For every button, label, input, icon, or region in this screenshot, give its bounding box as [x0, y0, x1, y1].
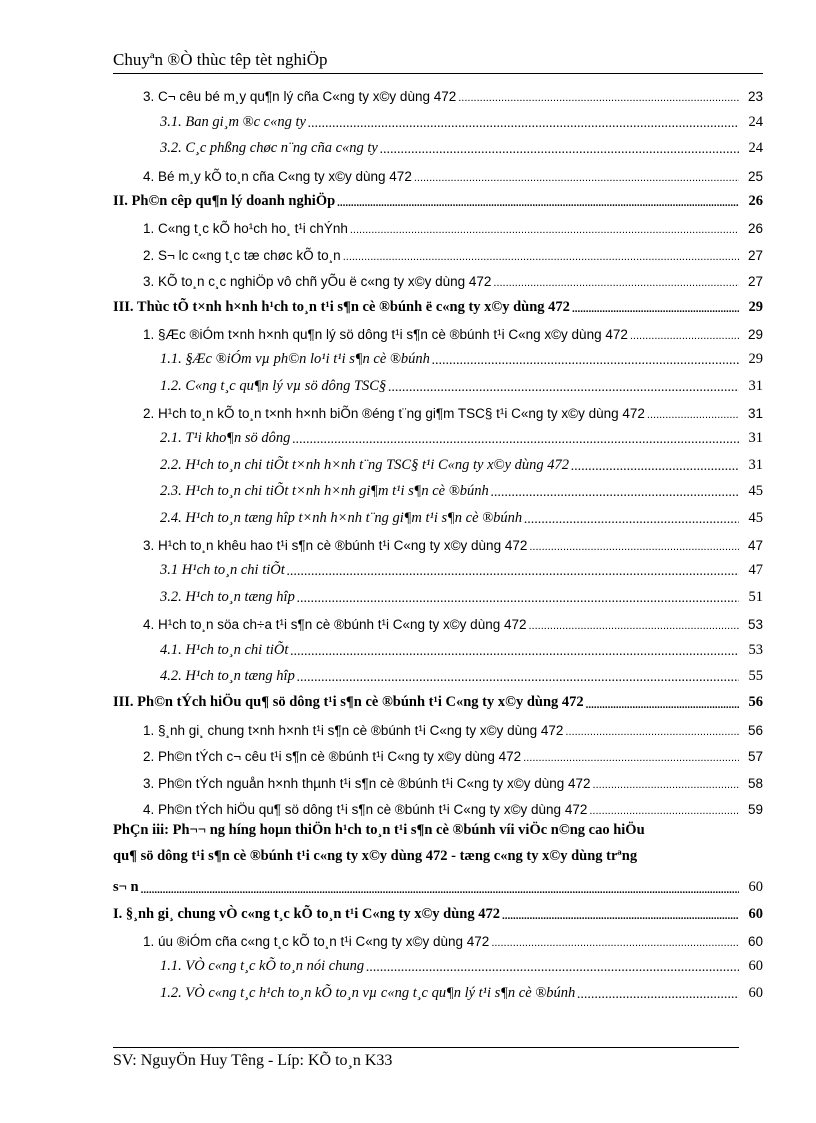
toc-leader-dots	[366, 960, 739, 975]
toc-entry	[113, 791, 763, 817]
toc-entry	[113, 923, 763, 949]
toc-entry-page: 29	[748, 298, 763, 315]
toc-entry-text: s¬ n	[113, 879, 139, 896]
toc-entry-page: 51	[748, 588, 763, 605]
toc-entry-text: 2.3. H¹ch to¸n chi tiÕt t×nh h×nh gi¶m t¹i s¶n cè ®búnh	[160, 483, 489, 500]
toc-entry-page: 31	[748, 430, 763, 447]
toc-leader-dots	[337, 195, 739, 210]
toc-entry	[113, 632, 763, 658]
toc-part3-line3	[113, 870, 763, 896]
toc-entry-text: 3. Ph©n tÝch nguån h×nh thµnh t¹i s¶n cè ®búnh t¹i C«ng ty x©y dùng 472	[143, 775, 591, 791]
toc-leader-dots	[529, 539, 739, 553]
toc-entry-page: 25	[747, 168, 763, 184]
toc-entry-page: 60	[748, 958, 763, 975]
toc-entry	[113, 764, 763, 790]
toc-leader-dots	[141, 882, 739, 897]
toc-leader-dots	[593, 777, 739, 791]
toc-entry-text: 1.1. §Æc ®iÓm vµ ph©n lo¹i t¹i s¶n cè ®búnh	[160, 351, 430, 368]
toc-leader-dots	[502, 908, 739, 923]
toc-leader-dots	[297, 591, 739, 606]
toc-entry-text: 2.4. H¹ch to¸n tæng hîp t×nh h×nh t¨ng gi¶m t¹i s¶n cè ®búnh	[160, 509, 523, 526]
toc-section-b	[113, 896, 763, 1002]
toc-entry	[113, 421, 763, 447]
toc-entry-page: 31	[747, 406, 763, 422]
toc-entry	[113, 157, 763, 183]
toc-entry-text: 4. Ph©n tÝch hiÖu qu¶ sö dông t¹i s¶n cè ®búnh t¹i C«ng ty x©y dùng 472	[143, 801, 588, 817]
toc-entry-text: 1. §Æc ®iÓm t×nh h×nh qu¶n lý sö dông t¹i s¶n cè ®búnh t¹i C«ng x©y dùng 472	[143, 326, 628, 342]
toc-entry	[113, 104, 763, 130]
toc-entry-page: 60	[748, 879, 763, 896]
footer-text: SV: NguyÖn Huy Têng - Líp: KÕ to¸n K33	[113, 1052, 393, 1069]
toc-entry-page: 31	[748, 377, 763, 394]
toc-entry-text: 4. H¹ch to¸n söa ch÷a t¹i s¶n cè ®búnh t¹i C«ng ty x©y dùng 472	[143, 617, 527, 633]
toc-entry	[113, 395, 763, 421]
toc-leader-dots	[350, 222, 739, 236]
toc-entry	[113, 553, 763, 579]
toc-entry	[113, 131, 763, 157]
toc-leader-dots	[491, 935, 739, 949]
toc-entry-page: 27	[747, 247, 763, 263]
toc-entry-page: 23	[747, 89, 763, 105]
toc-entry-page: 60	[748, 984, 763, 1001]
toc-entry-text: 1. §¸nh gi¸ chung t×nh h×nh t¹i s¶n cè ®búnh t¹i C«ng ty x©y dùng 472	[143, 722, 564, 738]
toc-entry-text: 2.1. T¹i kho¶n sö dông	[160, 430, 291, 447]
toc-entry-page: 55	[748, 667, 763, 684]
toc-entry-text: III. Thùc tÕ t×nh h×nh h¹ch to¸n t¹i s¶n cè ®búnh ë c«ng ty x©y dùng 472	[113, 298, 570, 315]
toc-entry-text: III. Ph©n tÝch hiÖu qu¶ sö dông t¹i s¶n cè ®búnh t¹i C«ng ty x©y dùng 472	[113, 694, 584, 711]
toc-entry-text: 2. H¹ch to¸n kÕ to¸n t×nh h×nh biÕn ®éng t¨ng gi¶m TSC§ t¹i C«ng ty x©y dùng 472	[143, 406, 645, 422]
toc-entry-text: 2.2. H¹ch to¸n chi tiÕt t×nh h×nh t¨ng TSC§ t¹i C«ng ty x©y dùng 472	[160, 456, 570, 473]
toc-entry	[113, 606, 763, 632]
toc-leader-dots	[577, 987, 739, 1002]
toc-section-a	[113, 78, 763, 817]
toc-leader-dots	[493, 275, 739, 289]
toc-entry-page: 29	[747, 326, 763, 342]
toc-entry	[113, 210, 763, 236]
toc-entry	[113, 184, 763, 210]
toc-leader-dots	[432, 353, 739, 368]
toc-leader-dots	[647, 407, 739, 421]
toc-entry	[113, 447, 763, 473]
toc-entry-text: 3. KÕ to¸n c¸c nghiÖp vô chñ yÕu ë c«ng ty x©y dùng 472	[143, 274, 492, 290]
toc-entry-text: 1.2. VÒ c«ng t¸c h¹ch to¸n kÕ to¸n vµ c«ng t¸c qu¶n lý t¹i s¶n cè ®búnh	[160, 984, 576, 1001]
toc-entry	[113, 896, 763, 922]
toc-entry	[113, 368, 763, 394]
toc-entry	[113, 316, 763, 342]
toc-entry	[113, 78, 763, 104]
footer-divider	[113, 1047, 739, 1048]
toc-entry	[113, 738, 763, 764]
toc-entry-text: II. Ph©n cêp qu¶n lý doanh nghiÖp	[113, 192, 336, 209]
toc-entry-page: 53	[747, 617, 763, 633]
page-header	[113, 50, 763, 74]
toc-entry-page: 31	[748, 456, 763, 473]
toc-entry-text: 1.1. VÒ c«ng t¸c kÕ to¸n nói chung	[160, 958, 365, 975]
toc-entry-page: 24	[748, 113, 763, 130]
toc-entry	[113, 659, 763, 685]
toc-leader-dots	[630, 328, 739, 342]
toc-entry-page: 60	[747, 933, 763, 949]
toc-entry-text: I. §¸nh gi¸ chung vÒ c«ng t¸c kÕ to¸n t¹i C«ng ty x©y dùng 472	[113, 905, 500, 922]
toc-entry-page: 53	[748, 641, 763, 658]
toc-entry-page: 26	[748, 192, 763, 209]
toc-entry	[113, 949, 763, 975]
toc-part3-line1: PhÇn iii: Ph¬¬ ng híng hoµn thiÖn h¹ch to¸n t¹i s¶n cè ®búnh víi viÖc n©ng cao hiÖu	[113, 821, 645, 838]
toc-entry-text: 1. C«ng t¸c kÕ ho¹ch ho¸ t¹i chÝnh	[143, 221, 348, 237]
toc-entry	[113, 236, 763, 262]
toc-entry-text: 3.2. H¹ch to¸n tæng hîp	[160, 588, 295, 605]
toc-entry-page: 57	[747, 749, 763, 765]
toc-entry-text: 2. Ph©n tÝch c¬ cêu t¹i s¶n cè ®búnh t¹i C«ng ty x©y dùng 472	[143, 749, 522, 765]
toc-entry-text: 1. úu ®iÓm cña c«ng t¸c kÕ to¸n t¹i C«ng ty x©y dùng 472	[143, 933, 490, 949]
toc-entry-text: 4.2. H¹ch to¸n tæng hîp	[160, 667, 295, 684]
toc-entry	[113, 500, 763, 526]
toc-leader-dots	[290, 644, 739, 659]
toc-entry-page: 45	[748, 483, 763, 500]
toc-entry-page: 60	[748, 905, 763, 922]
toc-entry-text: 3. H¹ch to¸n khêu hao t¹i s¶n cè ®búnh t¹i C«ng ty x©y dùng 472	[143, 538, 528, 554]
toc-part3-line2: qu¶ sö dông t¹i s¶n cè ®búnh t¹i c«ng ty x©y dùng 472 - tæng c«ng ty x©y dùng trªng	[113, 848, 638, 865]
page-footer	[113, 1052, 392, 1070]
header-title: Chuyªn ®Ò thùc têp tèt nghiÖp	[113, 50, 328, 69]
toc-entry-text: 3. C¬ cêu bé m¸y qu¶n lý cña C«ng ty x©y dùng 472	[143, 89, 457, 105]
toc-leader-dots	[388, 380, 739, 395]
toc-leader-dots	[523, 750, 739, 764]
toc-leader-dots	[491, 485, 739, 500]
toc-entry-page: 56	[748, 694, 763, 711]
toc-entry	[113, 263, 763, 289]
toc-leader-dots	[458, 90, 739, 104]
toc-entry-text: 1.2. C«ng t¸c qu¶n lý vµ sö dông TSC§	[160, 377, 387, 394]
toc-leader-dots	[589, 803, 739, 817]
toc-leader-dots	[586, 697, 739, 712]
toc-entry	[113, 527, 763, 553]
toc-entry-page: 56	[747, 722, 763, 738]
toc-entry-page: 58	[747, 775, 763, 791]
toc-leader-dots	[572, 301, 739, 316]
toc-entry-text: 3.1 H¹ch to¸n chi tiÕt	[160, 562, 285, 579]
toc-leader-dots	[287, 564, 739, 579]
toc-entry-page: 24	[748, 140, 763, 157]
toc-leader-dots	[414, 170, 739, 184]
toc-leader-dots	[565, 724, 739, 738]
toc-entry-text: 3.1. Ban gi¸m ®c c«ng ty	[160, 113, 306, 130]
toc-entry	[113, 289, 763, 315]
toc-leader-dots	[308, 116, 739, 131]
toc-leader-dots	[380, 142, 739, 157]
toc-entry	[113, 975, 763, 1001]
toc-entry-text: 4.1. H¹ch to¸n chi tiÕt	[160, 641, 289, 658]
toc-entry-page: 47	[747, 538, 763, 554]
toc-leader-dots	[343, 249, 739, 263]
toc-entry-page: 29	[748, 351, 763, 368]
toc-entry-text: 4. Bé m¸y kÕ to¸n cña C«ng ty x©y dùng 472	[143, 168, 412, 184]
toc-entry	[113, 711, 763, 737]
toc-entry-page: 59	[747, 801, 763, 817]
toc-entry	[113, 342, 763, 368]
toc-leader-dots	[571, 459, 739, 474]
toc-leader-dots	[297, 670, 739, 685]
toc-entry-page: 27	[747, 274, 763, 290]
toc-leader-dots	[529, 618, 740, 632]
toc-leader-dots	[292, 432, 739, 447]
toc-entry-page: 47	[748, 562, 763, 579]
toc-leader-dots	[524, 512, 739, 527]
toc-entry-page: 26	[747, 221, 763, 237]
toc-entry	[113, 579, 763, 605]
toc-entry	[113, 474, 763, 500]
toc-entry-text: 2. S¬ lc c«ng t¸c tæ chøc kÕ to¸n	[143, 247, 341, 263]
toc-entry	[113, 685, 763, 711]
toc-entry-page: 45	[748, 509, 763, 526]
table-of-contents	[113, 78, 763, 1002]
toc-entry-text: 3.2. C¸c phßng chøc n¨ng cña c«ng ty	[160, 140, 378, 157]
